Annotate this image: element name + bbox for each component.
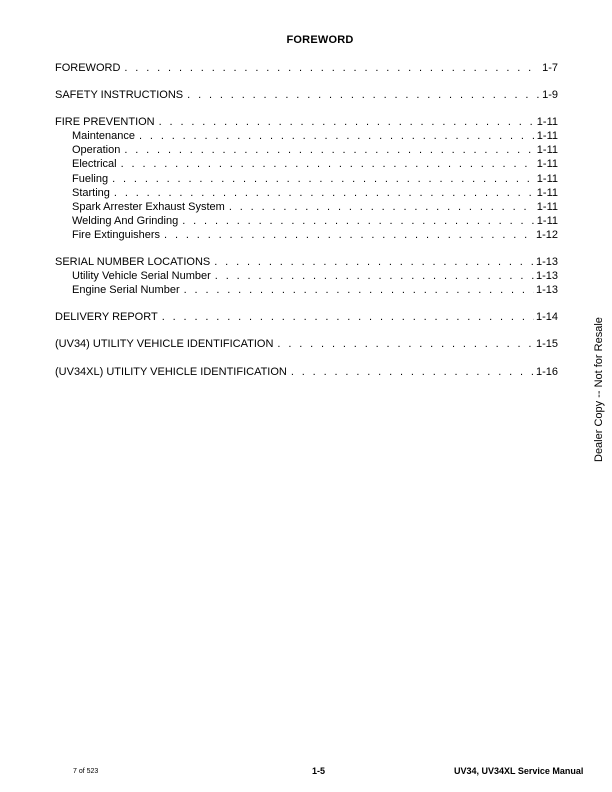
toc-entry-page: 1-13	[535, 256, 558, 269]
page-title: FOREWORD	[286, 34, 354, 46]
toc-entry-label: (UV34XL) UTILITY VEHICLE IDENTIFICATION	[55, 365, 287, 378]
toc-section-fire-prevention	[55, 115, 558, 242]
table-of-contents	[55, 61, 558, 379]
toc-section-serial-numbers	[55, 255, 558, 297]
toc-subentry[interactable]	[55, 172, 558, 186]
toc-entry[interactable]	[55, 365, 558, 379]
toc-subentry-page: 1-11	[536, 186, 558, 199]
toc-entry[interactable]	[55, 115, 558, 129]
toc-subentry-label: Engine Serial Number	[72, 284, 180, 297]
toc-subentry-page: 1-11	[536, 200, 558, 213]
dot-leader	[214, 255, 534, 269]
toc-subentry-label: Fueling	[72, 172, 109, 185]
toc-entry-page: 1-7	[542, 62, 558, 74]
dot-leader	[124, 61, 540, 75]
toc-entry-label: DELIVERY REPORT	[55, 311, 158, 324]
toc-subentry[interactable]	[55, 283, 558, 297]
toc-subentry-label: Electrical	[72, 158, 117, 171]
toc-subentry[interactable]	[55, 143, 558, 157]
toc-subentry[interactable]	[55, 129, 558, 143]
toc-subentry-label: Starting	[72, 186, 110, 199]
dot-leader	[184, 283, 534, 297]
toc-subentry[interactable]	[55, 200, 558, 214]
dot-leader	[139, 129, 535, 143]
toc-subentry-page: 1-11	[536, 158, 558, 171]
toc-entry-page: 1-16	[535, 365, 558, 378]
dot-leader	[114, 186, 535, 200]
toc-subentry[interactable]	[55, 157, 558, 171]
dot-leader	[112, 172, 535, 186]
toc-entry[interactable]	[55, 310, 558, 324]
toc-subentry[interactable]	[55, 186, 558, 200]
watermark-side-note: Dealer Copy -- Not for Resale	[593, 317, 605, 462]
toc-section-delivery-report	[55, 310, 558, 324]
toc-entry-label: (UV34) UTILITY VEHICLE IDENTIFICATION	[55, 338, 274, 351]
toc-subentry-label: Operation	[72, 144, 121, 157]
toc-subentry-label: Utility Vehicle Serial Number	[72, 270, 211, 283]
toc-entry[interactable]	[55, 255, 558, 269]
footer-manual-title: UV34, UV34XL Service Manual	[454, 766, 584, 776]
toc-section-uv34-identification	[55, 337, 558, 351]
toc-entry[interactable]	[55, 337, 558, 351]
dot-leader	[164, 228, 534, 242]
dot-leader	[229, 200, 535, 214]
toc-entry-label: FOREWORD	[55, 62, 121, 74]
toc-entry-label: SERIAL NUMBER LOCATIONS	[55, 256, 211, 269]
toc-subentry-page: 1-12	[535, 228, 558, 241]
toc-entry-page: 1-14	[535, 311, 558, 324]
toc-subentry-page: 1-13	[535, 284, 558, 297]
toc-subentry-page: 1-11	[536, 130, 558, 143]
toc-entry[interactable]	[55, 61, 558, 75]
toc-subentry-page: 1-11	[536, 214, 558, 227]
toc-subentry-label: Fire Extinguishers	[72, 228, 161, 241]
toc-entry-page: 1-15	[535, 338, 558, 351]
dot-leader	[182, 214, 535, 228]
dot-leader	[215, 269, 534, 283]
toc-subentry-page: 1-13	[535, 270, 558, 283]
toc-subentry[interactable]	[55, 228, 558, 242]
toc-entry-label: SAFETY INSTRUCTIONS	[55, 89, 184, 102]
toc-section-safety	[55, 88, 558, 102]
toc-subentry-page: 1-11	[536, 144, 558, 157]
dot-leader	[187, 88, 540, 102]
toc-subentry[interactable]	[55, 269, 558, 283]
toc-section-uv34xl-identification	[55, 365, 558, 379]
toc-subentry-label: Spark Arrester Exhaust System	[72, 200, 225, 213]
dot-leader	[121, 157, 535, 171]
toc-entry[interactable]	[55, 88, 558, 102]
toc-entry-label: FIRE PREVENTION	[55, 116, 155, 129]
toc-subentry[interactable]	[55, 214, 558, 228]
footer-page-number: 1-5	[312, 766, 326, 776]
dot-leader	[124, 143, 534, 157]
toc-section-foreword	[55, 61, 558, 75]
toc-entry-page: 1-9	[542, 89, 558, 102]
dot-leader	[159, 115, 535, 129]
toc-subentry-page: 1-11	[536, 172, 558, 185]
toc-subentry-label: Maintenance	[72, 130, 135, 143]
footer-page-count: 7 of 523	[73, 768, 99, 775]
toc-entry-page: 1-11	[536, 116, 558, 129]
dot-leader	[277, 337, 534, 351]
dot-leader	[291, 365, 534, 379]
dot-leader	[162, 310, 534, 324]
toc-subentry-label: Welding And Grinding	[72, 214, 179, 227]
